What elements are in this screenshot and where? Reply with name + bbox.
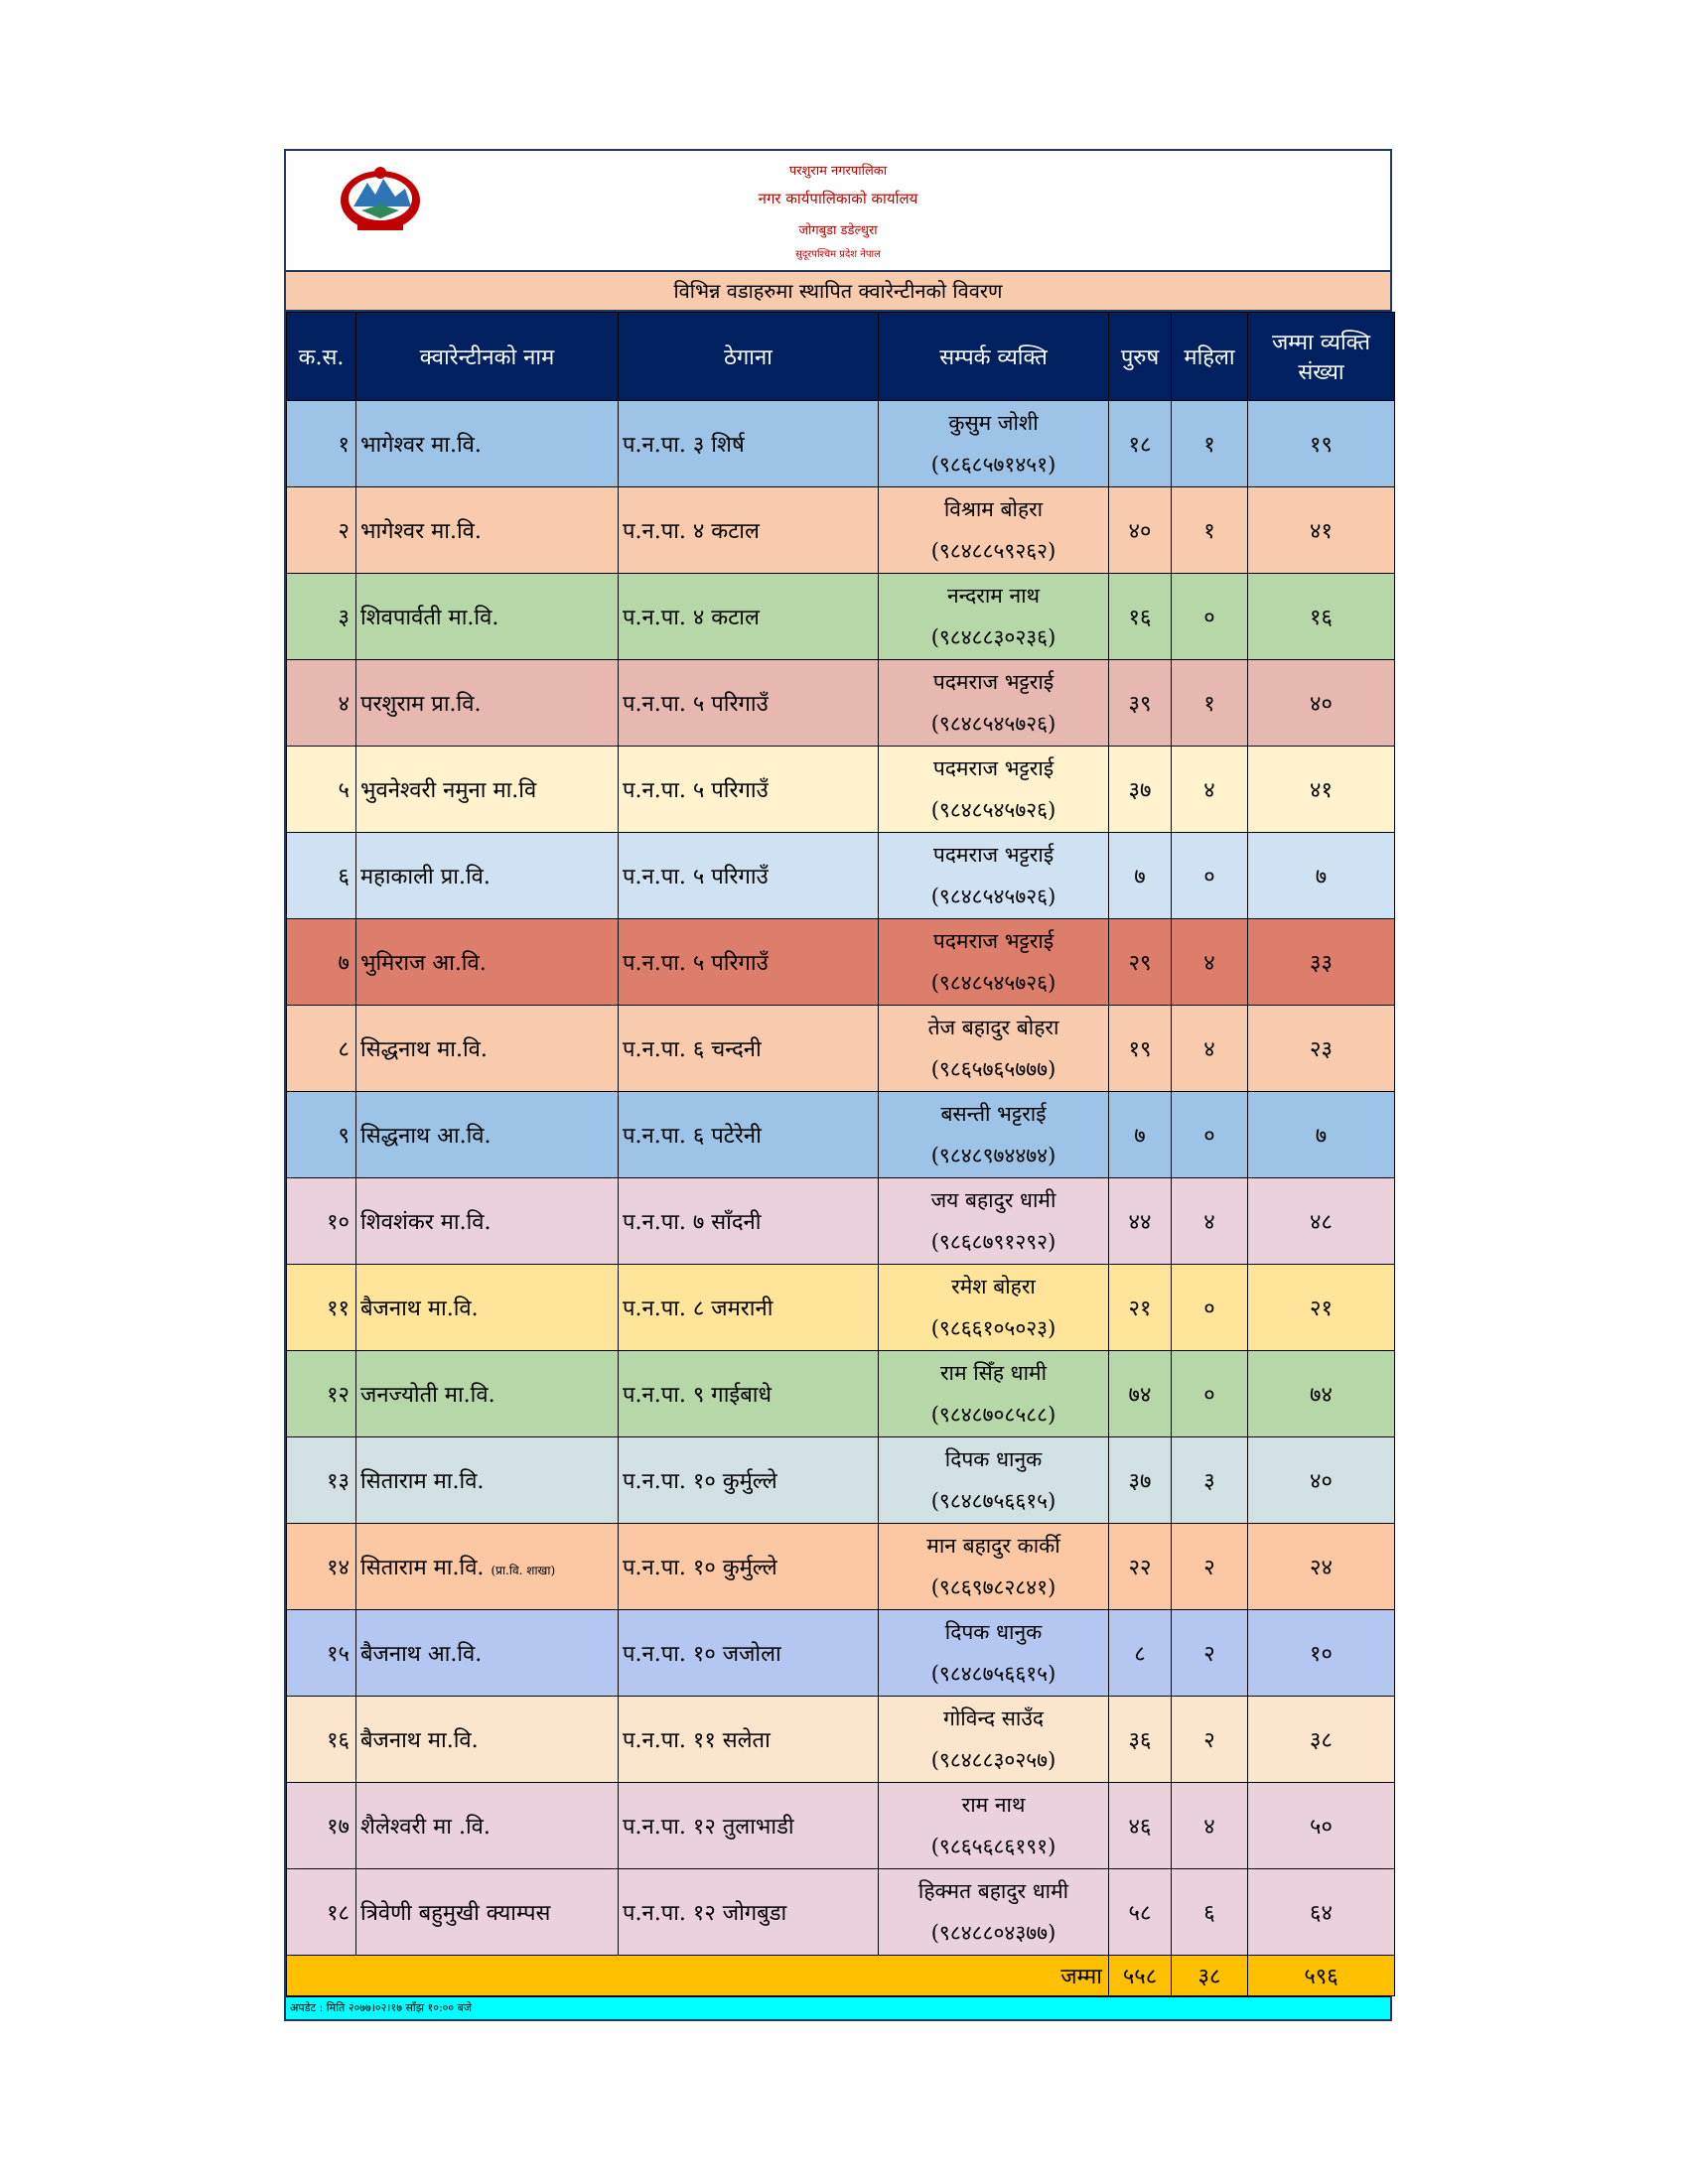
quarantine-address: प.न.पा. ६ चन्दनी [619, 1006, 879, 1092]
quarantine-name [356, 833, 619, 919]
quarantine-address: प.न.पा. ५ परिगाउँ [619, 833, 879, 919]
contact-person [879, 1783, 1109, 1869]
office-name: नगर कार्यपालिकाको कार्यालय [758, 190, 918, 207]
contact-phone: (९८६५६८६१९१) [930, 1835, 1056, 1858]
quarantine-address: प.न.पा. ५ परिगाउँ [619, 747, 879, 833]
contact-person [879, 1869, 1109, 1956]
table-row [287, 1610, 1395, 1697]
female-count: १ [1172, 660, 1248, 747]
total-count: १९ [1248, 401, 1395, 487]
male-count: ३९ [1109, 660, 1172, 747]
female-count: ४ [1172, 1006, 1248, 1092]
table-title: विभिन्न वडाहरुमा स्थापित क्वारेन्टीनको विवरण [286, 272, 1390, 312]
col-header-address: ठेगाना [619, 313, 879, 401]
col-header-total [1248, 313, 1395, 401]
quarantine-name [356, 1265, 619, 1351]
contact-person [879, 660, 1109, 747]
total-count: ४१ [1248, 487, 1395, 574]
male-count: १८ [1109, 401, 1172, 487]
quarantine-name-text: बैजनाथ आ.वि. [360, 1642, 483, 1667]
table-row [287, 1869, 1395, 1956]
male-count: ७ [1109, 833, 1172, 919]
male-count: २९ [1109, 919, 1172, 1006]
female-count: ० [1172, 1092, 1248, 1178]
quarantine-name-text: सिताराम मा.वि. [360, 1556, 485, 1580]
branch-note: (प्रा.वि. शाखा) [491, 1564, 556, 1577]
quarantine-sheet [284, 149, 1392, 2021]
total-count: ४१ [1248, 747, 1395, 833]
female-count: ६ [1172, 1869, 1248, 1956]
col-header-contact: सम्पर्क व्यक्ति [879, 313, 1109, 401]
col-header-total-line1: जम्मा व्यक्ति [1271, 331, 1371, 355]
quarantine-address: प.न.पा. १० जजोला [619, 1610, 879, 1697]
contact-name: दिपक धानुक [944, 1620, 1043, 1644]
table-row [287, 1006, 1395, 1092]
table-row [287, 1092, 1395, 1178]
male-count: ४६ [1109, 1783, 1172, 1869]
total-count: ३८ [1248, 1697, 1395, 1783]
contact-phone: (९८६८७९१२९२) [930, 1230, 1056, 1254]
contact-name: पदमराज भट्टराई [932, 843, 1055, 867]
row-sn: १३ [287, 1437, 356, 1524]
total-count: ४० [1248, 660, 1395, 747]
quarantine-name [356, 1178, 619, 1265]
row-sn: ५ [287, 747, 356, 833]
table-row [287, 833, 1395, 919]
female-count: ० [1172, 1265, 1248, 1351]
org-name: परशुराम नगरपालिका [788, 164, 888, 179]
quarantine-address: प.न.पा. ५ परिगाउँ [619, 660, 879, 747]
contact-name: पदमराज भट्टराई [932, 670, 1055, 694]
contact-person [879, 1351, 1109, 1437]
male-count: २२ [1109, 1524, 1172, 1610]
quarantine-name-text: शिवशंकर मा.वि. [360, 1210, 492, 1235]
table-row [287, 1437, 1395, 1524]
table-row [287, 574, 1395, 660]
quarantine-name [356, 1351, 619, 1437]
quarantine-name-text: परशुराम प्रा.वि. [360, 692, 482, 717]
contact-person [879, 1092, 1109, 1178]
contact-phone: (९८६६१०५०२३) [930, 1316, 1056, 1340]
contact-person [879, 919, 1109, 1006]
contact-name: कुसुम जोशी [948, 411, 1039, 435]
male-count: १६ [1109, 574, 1172, 660]
quarantine-address: प.न.पा. १२ तुलाभाडी [619, 1783, 879, 1869]
contact-phone: (९८४८८३०२५७) [930, 1748, 1056, 1772]
quarantine-address: प.न.पा. ११ सलेता [619, 1697, 879, 1783]
male-count: ३६ [1109, 1697, 1172, 1783]
row-sn: ३ [287, 574, 356, 660]
total-count: ७ [1248, 1092, 1395, 1178]
female-count: ४ [1172, 747, 1248, 833]
female-count: ० [1172, 574, 1248, 660]
contact-phone: (९८४८७५६६१५) [930, 1489, 1056, 1513]
contact-person [879, 1610, 1109, 1697]
total-count: ५० [1248, 1783, 1395, 1869]
contact-phone: (९८४८८०४३७७) [930, 1921, 1056, 1945]
quarantine-name [356, 660, 619, 747]
total-count: ६४ [1248, 1869, 1395, 1956]
contact-person [879, 747, 1109, 833]
quarantine-address: प.न.पा. ४ कटाल [619, 487, 879, 574]
row-sn: ८ [287, 1006, 356, 1092]
col-header-name: क्वारेन्टीनको नाम [356, 313, 619, 401]
contact-phone: (९८६९७८२८४१) [930, 1575, 1056, 1599]
female-count: १ [1172, 401, 1248, 487]
total-count: १६ [1248, 574, 1395, 660]
table-row [287, 1265, 1395, 1351]
total-count: ३३ [1248, 919, 1395, 1006]
total-row [287, 1956, 1395, 1996]
row-sn: १० [287, 1178, 356, 1265]
total-count: २१ [1248, 1265, 1395, 1351]
male-count: २१ [1109, 1265, 1172, 1351]
total-count: १० [1248, 1610, 1395, 1697]
total-count: २३ [1248, 1006, 1395, 1092]
contact-phone: (९८६५७६५७७७) [930, 1057, 1056, 1081]
quarantine-name-text: भागेश्वर मा.वि. [360, 433, 482, 458]
table-row [287, 1697, 1395, 1783]
col-header-male: पुरुष [1109, 313, 1172, 401]
row-sn: ६ [287, 833, 356, 919]
contact-name: राम सिँह धामी [939, 1361, 1048, 1385]
quarantine-name [356, 487, 619, 574]
contact-phone: (९८४८७५६६१५) [930, 1662, 1056, 1686]
contact-name: तेज बहादुर बोहरा [927, 1016, 1059, 1039]
contact-person [879, 1437, 1109, 1524]
row-sn: १६ [287, 1697, 356, 1783]
table-header-row [287, 313, 1395, 401]
contact-name: गोविन्द साउँद [943, 1706, 1044, 1730]
contact-person [879, 1265, 1109, 1351]
quarantine-name [356, 1092, 619, 1178]
quarantine-name-text: त्रिवेणी बहुमुखी क्याम्पस [360, 1901, 551, 1926]
row-sn: १ [287, 401, 356, 487]
quarantine-name-text: महाकाली प्रा.वि. [360, 865, 491, 889]
quarantine-name-text: जनज्योती मा.वि. [360, 1383, 495, 1408]
contact-phone: (९८६८५७१४५१) [930, 453, 1056, 477]
quarantine-address: प.न.पा. ६ पटेरेनी [619, 1092, 879, 1178]
female-count: १ [1172, 487, 1248, 574]
contact-phone: (९८४८७०८५८८) [930, 1403, 1056, 1427]
quarantine-name-text: भुमिराज आ.वि. [360, 951, 487, 976]
total-count: २४ [1248, 1524, 1395, 1610]
col-header-total-line2: संख्या [1298, 360, 1344, 385]
quarantine-name [356, 747, 619, 833]
female-count: ० [1172, 1351, 1248, 1437]
table-row [287, 919, 1395, 1006]
total-count: ४० [1248, 1437, 1395, 1524]
quarantine-name-text: शैलेश्वरी मा .वि. [360, 1815, 491, 1840]
male-count: ३७ [1109, 747, 1172, 833]
quarantine-name [356, 1524, 619, 1610]
quarantine-name-text: बैजनाथ मा.वि. [360, 1728, 479, 1753]
contact-person [879, 1697, 1109, 1783]
row-sn: १५ [287, 1610, 356, 1697]
contact-phone: (९८४८५४५७२६) [930, 885, 1056, 908]
office-location: जोगबुडा डडेल्धुरा [798, 223, 878, 238]
quarantine-name-text: बैजनाथ मा.वि. [360, 1297, 479, 1321]
female-count: ४ [1172, 1178, 1248, 1265]
contact-phone: (९८४८९७४४७४) [930, 1144, 1056, 1167]
quarantine-name-text: शिवपार्वती मा.वि. [360, 606, 499, 630]
letterhead [286, 151, 1390, 272]
contact-person [879, 1524, 1109, 1610]
contact-person [879, 833, 1109, 919]
col-header-female: महिला [1172, 313, 1248, 401]
quarantine-name-text: भागेश्वर मा.वि. [360, 519, 482, 544]
contact-name: पदमराज भट्टराई [932, 756, 1055, 780]
quarantine-name [356, 1437, 619, 1524]
contact-name: विश्राम बोहरा [943, 497, 1044, 521]
quarantine-name-text: सिद्धनाथ मा.वि. [360, 1037, 488, 1062]
quarantine-name [356, 1783, 619, 1869]
contact-name: जय बहादुर धामी [930, 1188, 1056, 1212]
contact-name: नन्दराम नाथ [946, 584, 1041, 608]
total-count: ७ [1248, 833, 1395, 919]
female-count: २ [1172, 1697, 1248, 1783]
male-count: ८ [1109, 1610, 1172, 1697]
contact-name: मान बहादुर कार्की [926, 1534, 1060, 1558]
male-count: ७४ [1109, 1351, 1172, 1437]
table-row [287, 1178, 1395, 1265]
contact-phone: (९८४८५४५७२६) [930, 798, 1056, 822]
total-persons: ५९६ [1248, 1956, 1395, 1996]
female-count: २ [1172, 1610, 1248, 1697]
contact-person [879, 1178, 1109, 1265]
female-count: ३ [1172, 1437, 1248, 1524]
contact-name: हिक्मत बहादुर धामी [917, 1879, 1069, 1903]
quarantine-name [356, 919, 619, 1006]
total-label: जम्मा [287, 1956, 1109, 1996]
male-count: ३७ [1109, 1437, 1172, 1524]
male-count: ४० [1109, 487, 1172, 574]
male-count: ५८ [1109, 1869, 1172, 1956]
table-row [287, 1524, 1395, 1610]
update-note: अपडेट : मिति २०७७।०२।१७ साँझ १०:०० बजे [286, 1996, 1390, 2019]
table-row [287, 1351, 1395, 1437]
table-body [287, 401, 1395, 1956]
female-count: ४ [1172, 919, 1248, 1006]
contact-person [879, 1006, 1109, 1092]
quarantine-name-text: सिताराम मा.वि. [360, 1469, 485, 1494]
row-sn: ७ [287, 919, 356, 1006]
quarantine-name [356, 574, 619, 660]
table-row [287, 747, 1395, 833]
contact-person [879, 401, 1109, 487]
quarantine-address: प.न.पा. ८ जमरानी [619, 1265, 879, 1351]
table-row [287, 1783, 1395, 1869]
table-row [287, 660, 1395, 747]
quarantine-address: प.न.पा. ५ परिगाउँ [619, 919, 879, 1006]
contact-name: दिपक धानुक [944, 1447, 1043, 1471]
row-sn: १२ [287, 1351, 356, 1437]
female-count: ० [1172, 833, 1248, 919]
quarantine-address: प.न.पा. ४ कटाल [619, 574, 879, 660]
female-count: २ [1172, 1524, 1248, 1610]
total-count: ४८ [1248, 1178, 1395, 1265]
row-sn: ११ [287, 1265, 356, 1351]
total-female: ३८ [1172, 1956, 1248, 1996]
quarantine-address: प.न.पा. ७ साँदनी [619, 1178, 879, 1265]
quarantine-name [356, 401, 619, 487]
quarantine-name [356, 1006, 619, 1092]
quarantine-address: प.न.पा. १० कुर्मुल्ले [619, 1437, 879, 1524]
contact-phone: (९८४८८३०२३६) [930, 625, 1056, 649]
quarantine-address: प.न.पा. १० कुर्मुल्ले [619, 1524, 879, 1610]
table-row [287, 487, 1395, 574]
col-header-sn: क.स. [287, 313, 356, 401]
contact-name: बसन्ती भट्टराई [940, 1102, 1047, 1126]
contact-person [879, 574, 1109, 660]
quarantine-name [356, 1610, 619, 1697]
quarantine-address: प.न.पा. ९ गाईबाधे [619, 1351, 879, 1437]
contact-name: राम नाथ [961, 1793, 1026, 1817]
male-count: ७ [1109, 1092, 1172, 1178]
male-count: १९ [1109, 1006, 1172, 1092]
quarantine-name [356, 1697, 619, 1783]
total-count: ७४ [1248, 1351, 1395, 1437]
province-name: सुदूरपश्चिम प्रदेश नेपाल [795, 249, 881, 260]
quarantine-name [356, 1869, 619, 1956]
row-sn: १७ [287, 1783, 356, 1869]
row-sn: ४ [287, 660, 356, 747]
quarantine-name-text: भुवनेश्वरी नमुना मा.वि [360, 778, 537, 803]
contact-person [879, 487, 1109, 574]
contact-phone: (९८४८८५९२६२) [930, 539, 1056, 563]
quarantine-address: प.न.पा. ३ शिर्ष [619, 401, 879, 487]
table-row [287, 401, 1395, 487]
contact-phone: (९८४८५४५७२६) [930, 712, 1056, 736]
quarantine-table [286, 312, 1395, 1996]
quarantine-address: प.न.पा. १२ जोगबुडा [619, 1869, 879, 1956]
row-sn: १४ [287, 1524, 356, 1610]
contact-name: रमेश बोहरा [951, 1275, 1036, 1298]
row-sn: २ [287, 487, 356, 574]
female-count: ४ [1172, 1783, 1248, 1869]
total-male: ५५८ [1109, 1956, 1172, 1996]
quarantine-name-text: सिद्धनाथ आ.वि. [360, 1124, 492, 1149]
row-sn: ९ [287, 1092, 356, 1178]
contact-phone: (९८४८५४५७२६) [930, 971, 1056, 995]
row-sn: १८ [287, 1869, 356, 1956]
male-count: ४४ [1109, 1178, 1172, 1265]
contact-name: पदमराज भट्टराई [932, 929, 1055, 953]
